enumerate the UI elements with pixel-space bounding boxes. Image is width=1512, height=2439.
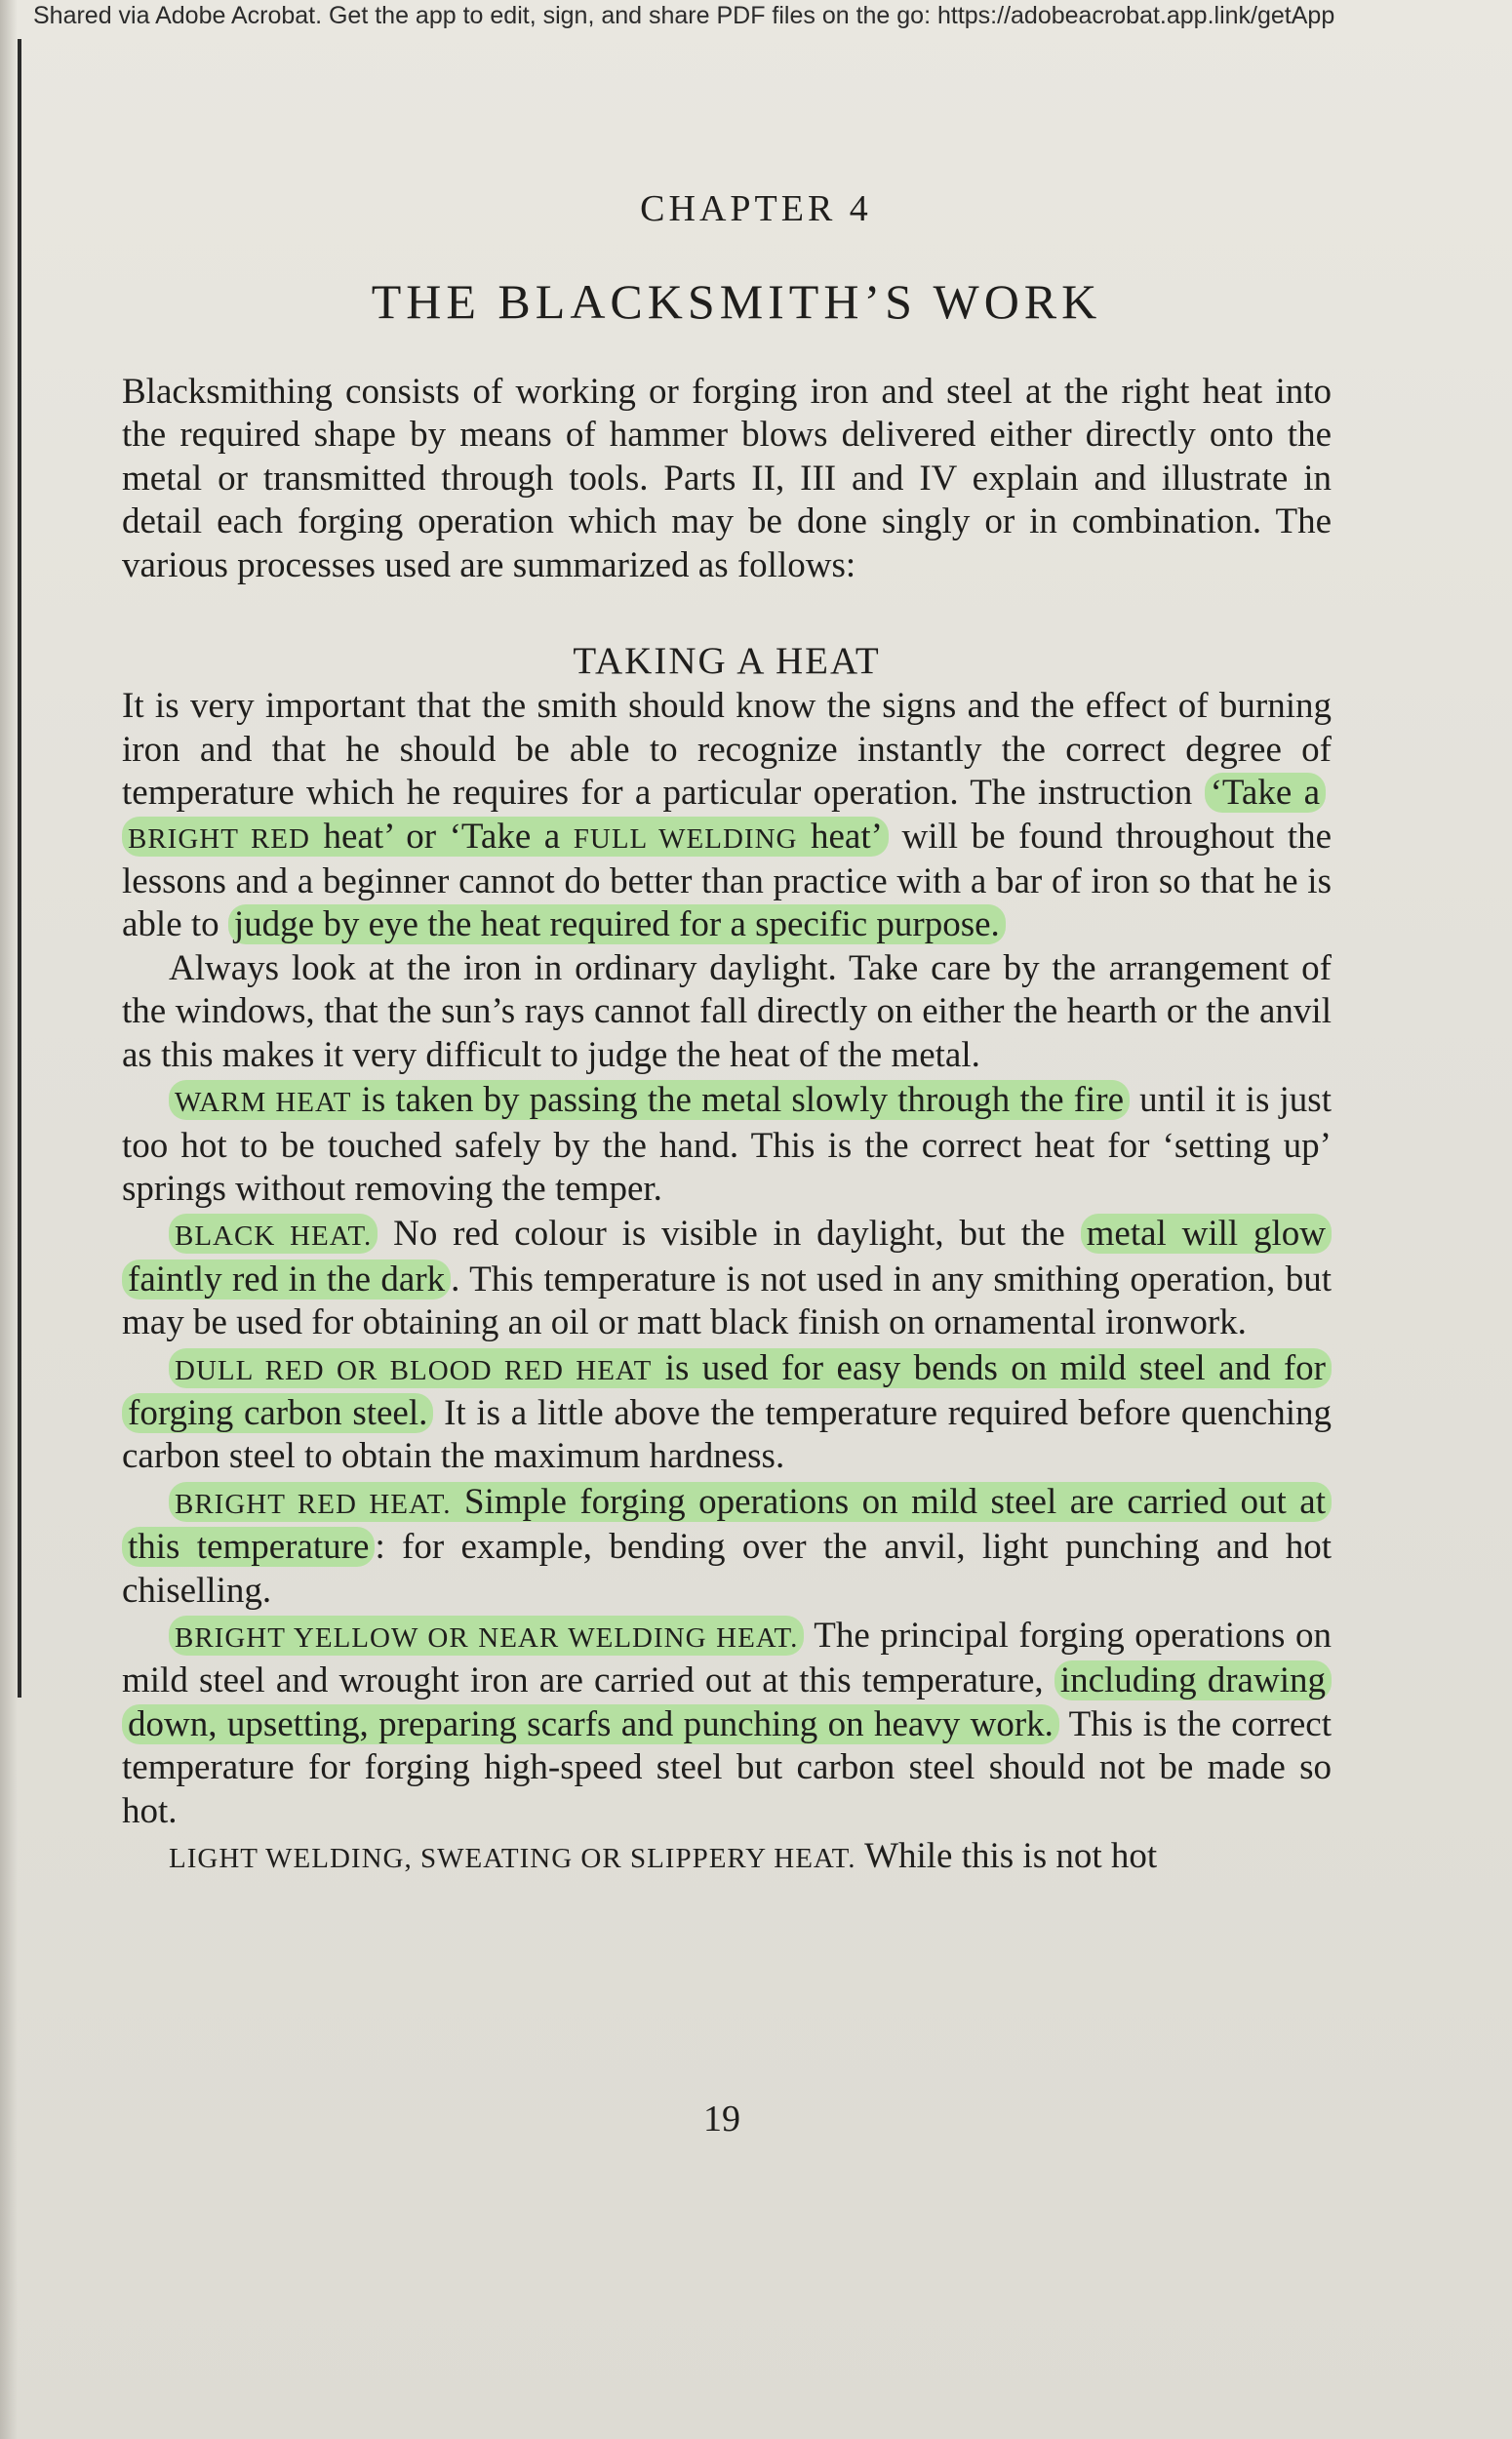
highlight-text: ‘Take a <box>1210 773 1320 814</box>
paragraph-text: . This temperature is not used in any smithing operation, but may be used for obtaining an oil or matt black finish on ornamental ironwork. <box>122 1259 1332 1343</box>
section-heading: TAKING A HEAT <box>573 640 881 683</box>
share-banner[interactable]: Shared via Adobe Acrobat. Get the app to edit, sign, and share PDF files on the go: https://adobeacrobat.app.link/getApp <box>33 2 1335 29</box>
term-black-heat: BLACK HEAT. <box>175 1220 373 1253</box>
paragraph-light-welding-heat <box>122 1835 1332 1880</box>
term-bright-red-heat: BRIGHT RED HEAT. <box>175 1488 452 1520</box>
term-light-welding-heat: LIGHT WELDING, SWEATING OR SLIPPERY HEAT. <box>169 1843 856 1874</box>
term-warm-heat: WARM HEAT <box>175 1087 352 1119</box>
paragraph-text: : for example, bending over the anvil, light punching and hot chiselling. <box>122 1527 1333 1611</box>
highlight-glow-faintly: metal will glow faintly red in the dark <box>122 1214 1332 1299</box>
paragraph-text: While this is not hot <box>855 1836 1158 1876</box>
paragraph-text: It is a little above the temperature required before quenching carbon steel to obtain the maximum hardness. <box>122 1392 1332 1477</box>
paragraph-text: until it is just too hot to be touched safely by the hand. This is the correct heat for ‘setting up’ springs without removing the temper. <box>122 1080 1332 1209</box>
paragraph-daylight: Always look at the iron in ordinary daylight. Take care by the arrangement of the windows, that the sun’s rays cannot fall directly on either the hearth or the anvil as this makes it very difficult to judge the heat of the metal. <box>122 947 1332 1075</box>
chapter-title: THE BLACKSMITH’S WORK <box>371 274 1102 329</box>
highlight-bright-yellow-term <box>169 1616 804 1656</box>
highlight-text: is taken by passing the metal slowly through the fire <box>351 1080 1125 1121</box>
paragraph-text: It is very important that the smith should know the signs and the effect of burning iron and that he should be able to recognize instantly the correct degree of temperature which he requires for a particular operation. The instruction <box>122 686 1332 814</box>
page-body <box>122 371 1332 1880</box>
small-caps-term: BRIGHT RED <box>128 822 310 855</box>
highlight-text: heat’ <box>797 816 883 857</box>
highlight-black-heat-term <box>169 1214 378 1254</box>
paragraph-text: No red colour is visible in daylight, but the <box>378 1214 1081 1255</box>
small-caps-term: FULL WELDING <box>573 822 798 855</box>
chapter-label: CHAPTER 4 <box>640 188 872 229</box>
highlight-judge-by-eye: judge by eye the heat required for a specific purpose. <box>228 904 1006 944</box>
term-bright-yellow-heat: BRIGHT YELLOW OR NEAR WELDING HEAT. <box>175 1621 799 1654</box>
paragraph-black-heat <box>122 1213 1332 1344</box>
paragraph-bright-red-heat <box>122 1481 1332 1613</box>
page-number: 19 <box>703 2099 740 2139</box>
paragraph-taking-heat <box>122 685 1332 946</box>
highlight-text: heat’ or ‘Take a <box>309 816 574 857</box>
paragraph-text: will be found throughout the lessons and a beginner cannot do better than practice with a bar of iron so that he is able to <box>122 816 1332 945</box>
highlight-warm-heat <box>169 1080 1130 1120</box>
paragraph-text: This is the correct temperature for forging high-speed steel but carbon steel should not be made so hot. <box>122 1703 1332 1831</box>
highlight-text: Simple forging operations on mild steel are carried out at this temperature <box>128 1481 1326 1568</box>
term-dull-red-heat: DULL RED OR BLOOD RED HEAT <box>175 1354 653 1386</box>
paragraph-dull-red-heat <box>122 1347 1332 1479</box>
intro-paragraph: Blacksmithing consists of working or forging iron and steel at the right heat into the required shape by means of hammer blows delivered either directly onto the metal or transmitted through tools. Parts II, III and IV explain and illustrate in detail each forging operation which may be done singly or in combination. The various processes used are summarized as follows: <box>122 372 1332 585</box>
paragraph-warm-heat <box>122 1079 1332 1211</box>
spine-shadow <box>0 0 18 2439</box>
highlight-text: is used for easy bends on mild steel and for forging carbon steel. <box>128 1347 1326 1433</box>
highlight-drawing-down: including drawing down, upsetting, preparing scarfs and punching on heavy work. <box>122 1660 1332 1743</box>
paragraph-bright-yellow-heat <box>122 1615 1332 1833</box>
paragraph-text: The principal forging operations on mild steel and wrought iron are carried out at this temperature, <box>122 1615 1332 1701</box>
